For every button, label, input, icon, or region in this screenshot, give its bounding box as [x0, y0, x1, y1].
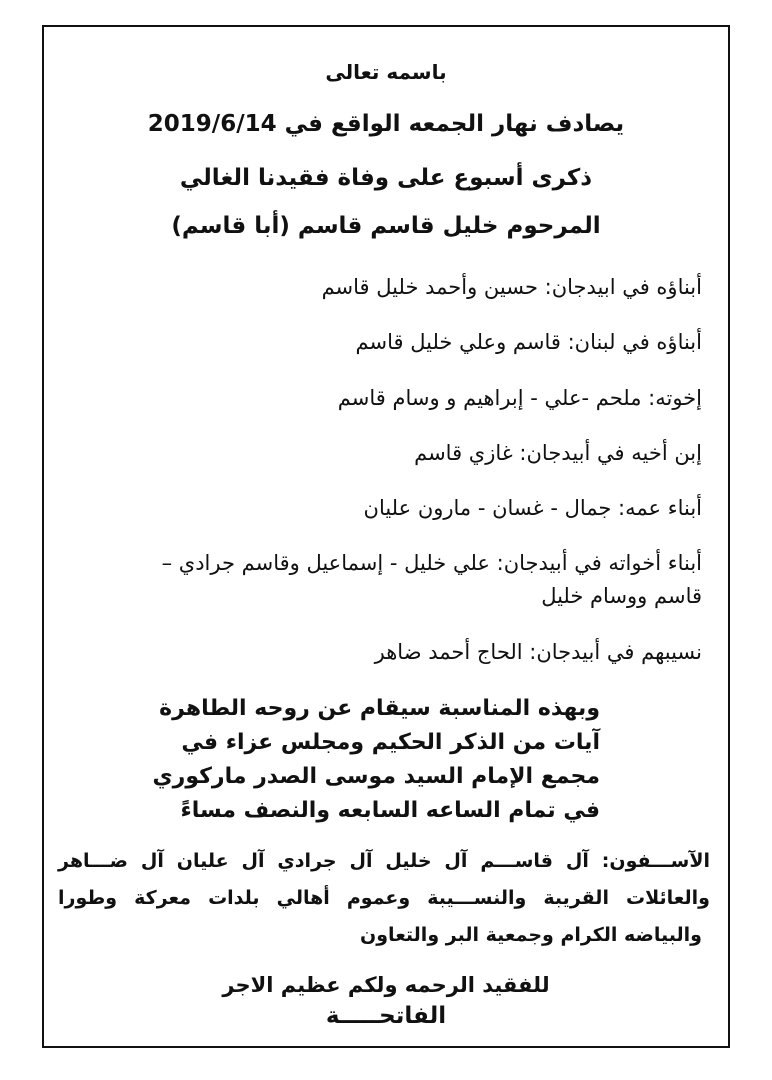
cousins-line: أبناء عمه: جمال - غسان - مارون عليان	[363, 496, 702, 520]
in-laws-line: نسيبهم في أبيدجان: الحاج أحمد ضاهر	[374, 640, 702, 664]
fatiha-line: الفاتحـــــة	[325, 1003, 447, 1029]
sisters-sons-line: أبناء أخواته في أبيدجان: علي خليل - إسماعيل وقاسم جرادي –	[161, 551, 702, 575]
ceremony-line-4: في تمام الساعه السابعه والنصف مساءً	[180, 798, 600, 823]
basmala-heading: باسمه تعالى	[325, 60, 447, 84]
date-line: يصادف نهار الجمعه الواقع في 2019/6/14	[147, 111, 625, 137]
ceremony-line-1: وبهذه المناسبة سيقام عن روحه الطاهرة	[159, 696, 600, 721]
sons-lebanon-line: أبناؤه في لبنان: قاسم وعلي خليل قاسم	[355, 330, 702, 354]
ceremony-line-3: مجمع الإمام السيد موسى الصدر ماركوري	[152, 764, 600, 789]
condolence-line: للفقيد الرحمه ولكم عظيم الاجر	[222, 973, 550, 997]
sons-abidjan-line: أبناؤه في ابيدجان: حسين وأحمد خليل قاسم	[321, 275, 702, 299]
mourners-line-2: والعائلات القريبة والنســـيبة وعموم أهالي بلدات معركة وطورا	[58, 887, 710, 909]
sisters-sons-line-continued: قاسم ووسام خليل	[541, 584, 702, 608]
deceased-name: المرحوم خليل قاسم قاسم (أبا قاسم)	[171, 213, 601, 239]
occasion-line: ذكرى أسبوع على وفاة فقيدنا الغالي	[179, 165, 593, 191]
brothers-line: إخوته: ملحم -علي - إبراهيم و وسام قاسم	[337, 386, 702, 410]
mourners-line-3: والبياضه الكرام وجمعية البر والتعاون	[360, 924, 702, 946]
mourners-line-1: الآســـفون: آل قاســـم آل خليل آل جرادي آل عليان آل ضـــاهر	[58, 850, 710, 872]
nephew-line: إبن أخيه في أبيدجان: غازي قاسم	[414, 441, 702, 465]
ceremony-line-2: آيات من الذكر الحكيم ومجلس عزاء في	[181, 730, 600, 755]
